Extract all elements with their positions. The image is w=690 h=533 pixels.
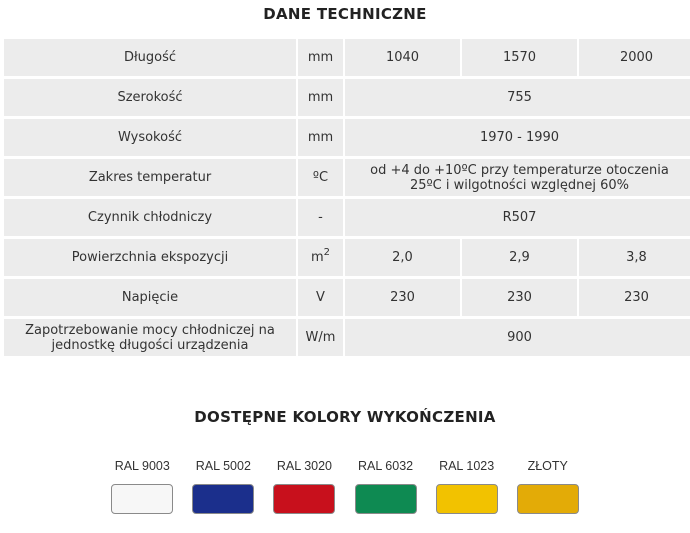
color-swatch [269, 456, 339, 514]
row-unit: mm [298, 39, 343, 76]
row-label: Napięcie [4, 279, 296, 316]
color-swatch [432, 456, 502, 514]
tech-data-table [2, 36, 690, 359]
color-name: RAL 9003 [114, 459, 170, 473]
color-swatch [513, 456, 583, 514]
row-unit: ºC [298, 159, 343, 196]
label-line: jednostkę długości urządzenia [51, 337, 249, 353]
colors-title: DOSTĘPNE KOLORY WYKOŃCZENIA [194, 408, 496, 426]
value-line: od +4 do +10ºC przy temperaturze otoczenia [370, 162, 669, 178]
row-value: 900 [345, 319, 690, 356]
color-swatches [0, 456, 690, 514]
row-label: Zakres temperatur [4, 159, 296, 196]
color-swatch [351, 456, 421, 514]
label-line: Zapotrzebowanie mocy chłodniczej na [25, 322, 275, 338]
row-label: Powierzchnia ekspozycji [4, 239, 296, 276]
row-label: Szerokość [4, 79, 296, 116]
row-value: 230 [462, 279, 577, 316]
row-label: Długość [4, 39, 296, 76]
color-chip [111, 484, 173, 514]
color-chip [192, 484, 254, 514]
row-label [4, 319, 296, 356]
row-value: 230 [345, 279, 460, 316]
table-row [4, 319, 690, 356]
row-value: 1040 [345, 39, 460, 76]
row-value [345, 159, 690, 196]
color-swatch [188, 456, 258, 514]
table-row [4, 159, 690, 196]
color-chip [517, 484, 579, 514]
row-unit: W/m [298, 319, 343, 356]
value-line: 25ºC i wilgotności względnej 60% [409, 177, 630, 193]
row-unit: - [298, 199, 343, 236]
row-unit: V [298, 279, 343, 316]
row-value: 3,8 [579, 239, 690, 276]
color-name: RAL 6032 [357, 459, 414, 473]
color-chip [355, 484, 417, 514]
color-chip [273, 484, 335, 514]
unit-base: m [310, 250, 324, 265]
table-row [4, 79, 690, 116]
table-row [4, 279, 690, 316]
row-unit: mm [298, 79, 343, 116]
unit-exponent: 2 [323, 247, 331, 258]
table-row [4, 239, 690, 276]
table-row [4, 119, 690, 156]
row-value: 2,9 [462, 239, 577, 276]
color-name: RAL 3020 [276, 459, 333, 473]
color-chip [436, 484, 498, 514]
table-row [4, 199, 690, 236]
color-name: ZŁOTY [527, 459, 568, 473]
row-label: Wysokość [4, 119, 296, 156]
row-value: 2,0 [345, 239, 460, 276]
row-value: 755 [345, 79, 690, 116]
row-unit [298, 239, 343, 276]
row-value: 2000 [579, 39, 690, 76]
row-value: 230 [579, 279, 690, 316]
row-value: 1570 [462, 39, 577, 76]
row-label: Czynnik chłodniczy [4, 199, 296, 236]
table-row [4, 39, 690, 76]
tech-data-title: DANE TECHNICZNE [263, 5, 427, 23]
row-value: 1970 - 1990 [345, 119, 690, 156]
row-value: R507 [345, 199, 690, 236]
color-swatch [107, 456, 177, 514]
row-unit: mm [298, 119, 343, 156]
color-name: RAL 1023 [439, 459, 495, 473]
color-name: RAL 5002 [195, 459, 251, 473]
